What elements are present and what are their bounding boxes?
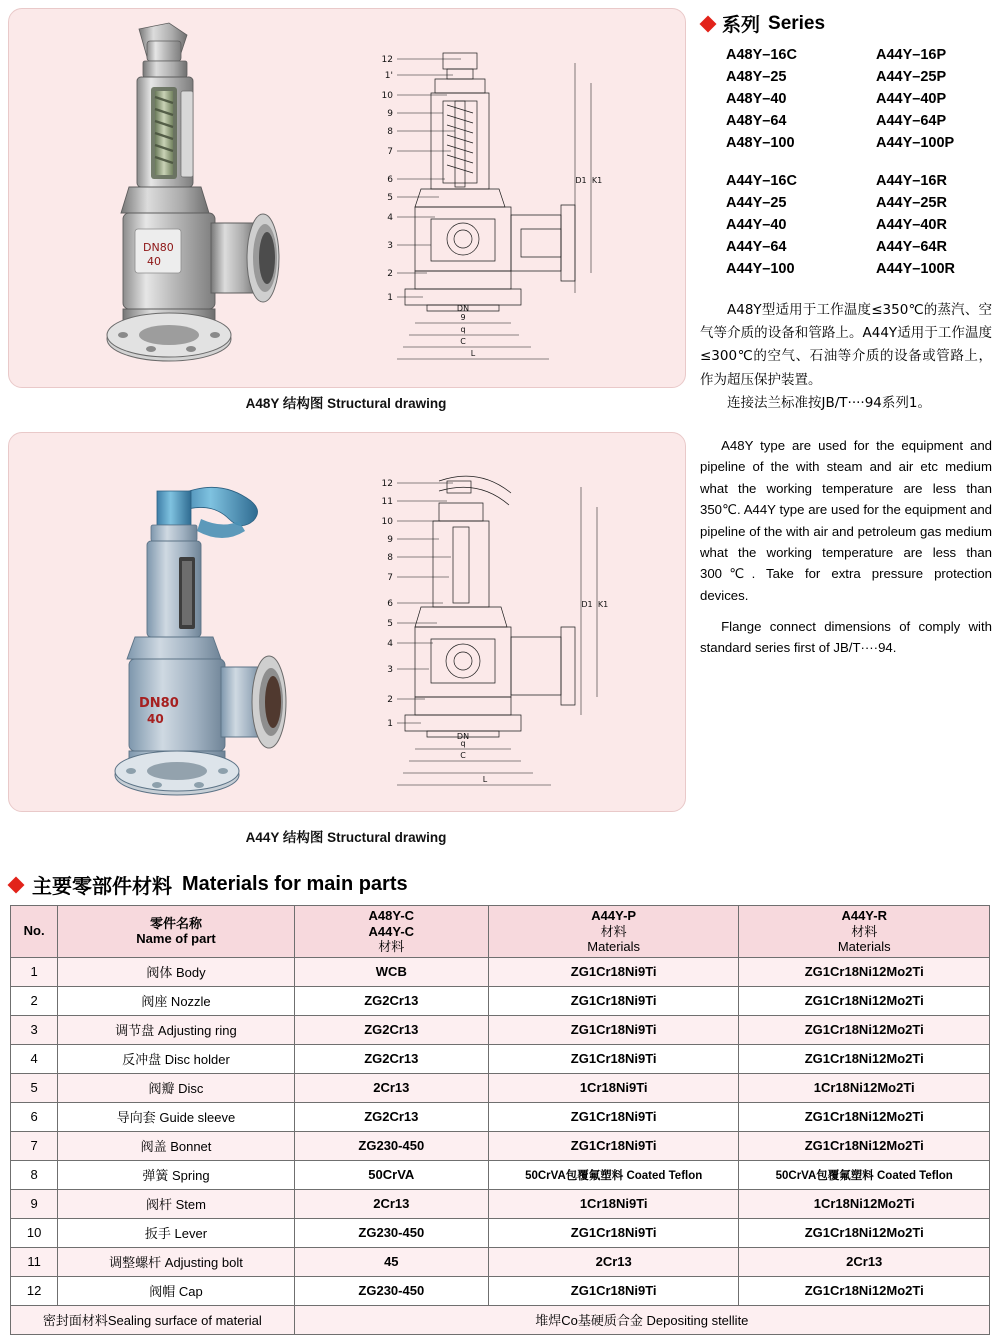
svg-text:40: 40 [147, 712, 164, 726]
series-list [700, 47, 992, 277]
svg-text:K1: K1 [591, 176, 603, 185]
series-item: A44Y–40 [726, 217, 787, 233]
series-item: A48Y–64 [726, 113, 787, 129]
row-no: 6 [11, 1102, 58, 1131]
row-no: 9 [11, 1189, 58, 1218]
header-part-name-cn: 零件名称 [149, 915, 202, 931]
row-material-c: ZG2Cr13 [294, 1015, 488, 1044]
row-part-name: 阀盖 Bonnet [58, 1131, 294, 1160]
series-title-cn: 系列 [722, 15, 761, 36]
row-material-r: ZG1Cr18Ni12Mo2Ti [739, 1218, 990, 1247]
header-col-a44y-p [488, 906, 739, 958]
row-material-r: 1Cr18Ni12Mo2Ti [739, 1189, 990, 1218]
row-material-c: 2Cr13 [294, 1189, 488, 1218]
figure-caption-a48y: A48Y 结构图 Structural drawing [245, 396, 447, 411]
svg-text:12: 12 [381, 55, 393, 65]
description-cn-1 [700, 299, 992, 392]
row-material-p: 50CrVA包覆氟塑料 Coated Teflon [488, 1160, 739, 1189]
series-item: A44Y–100 [726, 261, 795, 277]
series-title-en: Series [768, 12, 826, 34]
row-no: 8 [11, 1160, 58, 1189]
svg-text:6: 6 [387, 175, 393, 185]
row-material-r: 50CrVA包覆氟塑料 Coated Teflon [739, 1160, 990, 1189]
series-item: A44Y–25R [876, 195, 947, 211]
row-material-p: 1Cr18Ni9Ti [488, 1073, 739, 1102]
header-col3-mat-cn: 材料 [851, 923, 878, 939]
row-part-name: 扳手 Lever [58, 1218, 294, 1247]
series-item: A44Y–16P [876, 47, 947, 63]
svg-text:40: 40 [147, 255, 161, 268]
table-row [11, 1015, 990, 1044]
row-no: 5 [11, 1073, 58, 1102]
row-no: 12 [11, 1276, 58, 1305]
row-material-c: ZG2Cr13 [294, 1044, 488, 1073]
row-no: 1 [11, 957, 58, 986]
svg-text:5: 5 [387, 619, 393, 629]
row-part-name: 导向套 Guide sleeve [58, 1102, 294, 1131]
series-item: A44Y–64R [876, 239, 947, 255]
row-part-name: 弹簧 Spring [58, 1160, 294, 1189]
table-row [11, 1189, 990, 1218]
row-material-c: ZG2Cr13 [294, 986, 488, 1015]
row-material-r: ZG1Cr18Ni12Mo2Ti [739, 957, 990, 986]
svg-text:9: 9 [387, 109, 393, 119]
svg-text:4: 4 [387, 639, 393, 649]
row-part-name: 调节盘 Adjusting ring [58, 1015, 294, 1044]
header-col3-mat-en: Materials [837, 939, 891, 955]
series-item: A44Y–16R [876, 173, 947, 189]
series-item: A44Y–40P [876, 91, 947, 107]
materials-heading-en: Materials for main parts [182, 873, 408, 895]
row-material-r: 2Cr13 [739, 1247, 990, 1276]
header-col2-mat-cn: 材料 [600, 923, 627, 939]
description-en-2 [700, 616, 992, 659]
photo-a44y-valve [51, 461, 321, 801]
svg-text:K1: K1 [597, 600, 609, 609]
row-material-p: ZG1Cr18Ni9Ti [488, 1044, 739, 1073]
series-item: A44Y–25 [726, 195, 787, 211]
row-material-r: ZG1Cr18Ni12Mo2Ti [739, 1276, 990, 1305]
description-cn-1-text: A48Y型适用于工作温度≤350℃的蒸汽、空气等介质的设备和管路上。A44Y适用于工作温度≤300℃的空气、石油等介质的设备或管路上，作为超压保护装置。 [700, 302, 992, 388]
row-no: 11 [11, 1247, 58, 1276]
svg-text:8: 8 [387, 127, 393, 137]
description-en-1-text: A48Y type are used for the equipment and pipeline of the with steam and air etc medium what the working temperature are less than 350℃. A44Y type are used for the equipment and pipeline of the with air and petroleum gas medium what the working temperature are less than 300℃. Take for extra pressure protection devices. [700, 438, 992, 603]
svg-text:3: 3 [387, 241, 393, 251]
technical-drawing-a48y [335, 23, 671, 375]
photo-a48y-valve [51, 17, 321, 387]
row-material-r: 1Cr18Ni12Mo2Ti [739, 1073, 990, 1102]
series-heading [702, 10, 992, 37]
svg-text:9: 9 [460, 313, 466, 322]
row-material-c: 45 [294, 1247, 488, 1276]
svg-text:10: 10 [381, 91, 393, 101]
svg-text:6: 6 [387, 599, 393, 609]
header-col-a48y-c [294, 906, 488, 958]
materials-heading-cn: 主要零部件材料 [32, 876, 172, 898]
row-part-name: 阀帽 Cap [58, 1276, 294, 1305]
svg-text:3: 3 [387, 665, 393, 675]
svg-text:9: 9 [387, 535, 393, 545]
series-item: A44Y–16C [726, 173, 797, 189]
row-part-name: 阀瓣 Disc [58, 1073, 294, 1102]
description-en-1 [700, 435, 992, 606]
svg-text:DN: DN [456, 732, 470, 741]
svg-text:7: 7 [387, 147, 393, 157]
svg-text:D1: D1 [575, 176, 587, 185]
row-no: 10 [11, 1218, 58, 1247]
figure-panel-a48y [8, 8, 686, 388]
row-material-p: ZG1Cr18Ni9Ti [488, 1218, 739, 1247]
header-part-name-en: Name of part [136, 931, 216, 947]
technical-drawing-a44y [335, 447, 671, 799]
series-spacer [876, 157, 1000, 167]
series-item: A48Y–40 [726, 91, 787, 107]
row-no: 2 [11, 986, 58, 1015]
row-no: 3 [11, 1015, 58, 1044]
svg-text:L: L [482, 775, 488, 784]
svg-text:1: 1 [387, 719, 393, 729]
svg-text:C: C [460, 337, 466, 346]
series-item: A44Y–40R [876, 217, 947, 233]
row-material-c: ZG230-450 [294, 1218, 488, 1247]
row-material-c: WCB [294, 957, 488, 986]
row-material-p: ZG1Cr18Ni9Ti [488, 1276, 739, 1305]
table-row [11, 1160, 990, 1189]
header-no: No. [11, 906, 58, 958]
figure-panel-a44y [8, 432, 686, 812]
svg-text:2: 2 [387, 695, 393, 705]
row-part-name: 阀体 Body [58, 957, 294, 986]
header-col3: A44Y-R [841, 908, 887, 923]
svg-text:DN80: DN80 [143, 241, 174, 254]
header-col2: A44Y-P [591, 908, 637, 923]
diamond-bullet-icon [700, 15, 717, 32]
row-material-r: ZG1Cr18Ni12Mo2Ti [739, 1131, 990, 1160]
row-part-name: 反冲盘 Disc holder [58, 1044, 294, 1073]
row-material-c: ZG230-450 [294, 1276, 488, 1305]
table-row-sealing [11, 1305, 990, 1334]
row-part-name: 阀座 Nozzle [58, 986, 294, 1015]
series-item: A44Y–64P [876, 113, 947, 129]
row-material-c: ZG230-450 [294, 1131, 488, 1160]
row-part-name: 阀杆 Stem [58, 1189, 294, 1218]
table-row [11, 1218, 990, 1247]
description-cn-2 [700, 392, 992, 415]
header-col2-mat-en: Materials [587, 939, 641, 955]
row-material-c: 2Cr13 [294, 1073, 488, 1102]
svg-text:DN: DN [456, 304, 470, 313]
description-en-2-text: Flange connect dimensions of comply with standard series first of JB/T····94. [700, 619, 992, 656]
header-col1-bottom: A44Y-C [368, 923, 415, 939]
table-row [11, 1276, 990, 1305]
svg-text:10: 10 [381, 517, 393, 527]
series-item: A48Y–100 [726, 135, 795, 151]
sealing-label: 密封面材料Sealing surface of material [11, 1305, 295, 1334]
table-row [11, 986, 990, 1015]
series-item: A44Y–100P [876, 135, 955, 151]
svg-text:L: L [470, 349, 476, 358]
header-col1-top: A48Y-C [368, 908, 415, 923]
header-col1-mat-cn: 材料 [378, 939, 405, 955]
table-row [11, 1247, 990, 1276]
series-item: A48Y–25 [726, 69, 787, 85]
row-material-p: ZG1Cr18Ni9Ti [488, 1102, 739, 1131]
figure-caption-a44y: A44Y 结构图 Structural drawing [245, 830, 447, 845]
svg-text:C: C [460, 751, 466, 760]
table-row [11, 1131, 990, 1160]
svg-text:2: 2 [387, 269, 393, 279]
row-material-p: 2Cr13 [488, 1247, 739, 1276]
series-item: A44Y–100R [876, 261, 955, 277]
series-item: A44Y–25P [876, 69, 947, 85]
materials-table [10, 905, 990, 1335]
series-spacer [726, 157, 876, 167]
svg-text:7: 7 [387, 573, 393, 583]
header-part-name [58, 906, 294, 958]
row-material-r: ZG1Cr18Ni12Mo2Ti [739, 1102, 990, 1131]
svg-text:D1: D1 [581, 600, 593, 609]
table-header-row [11, 906, 990, 958]
row-material-p: ZG1Cr18Ni9Ti [488, 1015, 739, 1044]
row-material-p: ZG1Cr18Ni9Ti [488, 1131, 739, 1160]
svg-text:4: 4 [387, 213, 393, 223]
row-no: 7 [11, 1131, 58, 1160]
row-material-r: ZG1Cr18Ni12Mo2Ti [739, 1044, 990, 1073]
svg-text:DN80: DN80 [139, 696, 179, 711]
series-column [700, 10, 992, 659]
sealing-value: 堆焊Co基硬质合金 Depositing stellite [294, 1305, 989, 1334]
row-no: 4 [11, 1044, 58, 1073]
svg-text:1': 1' [384, 71, 393, 81]
table-row [11, 1073, 990, 1102]
svg-text:11: 11 [381, 497, 393, 507]
diamond-bullet-icon [8, 876, 25, 893]
svg-text:12: 12 [381, 479, 393, 489]
table-row [11, 1102, 990, 1131]
row-material-c: ZG2Cr13 [294, 1102, 488, 1131]
row-material-c: 50CrVA [294, 1160, 488, 1189]
row-material-r: ZG1Cr18Ni12Mo2Ti [739, 1015, 990, 1044]
svg-text:8: 8 [387, 553, 393, 563]
row-material-p: ZG1Cr18Ni9Ti [488, 986, 739, 1015]
materials-heading [10, 870, 408, 899]
header-col-a44y-r [739, 906, 990, 958]
row-material-r: ZG1Cr18Ni12Mo2Ti [739, 986, 990, 1015]
row-material-p: 1Cr18Ni9Ti [488, 1189, 739, 1218]
table-row [11, 1044, 990, 1073]
series-item: A44Y–64 [726, 239, 787, 255]
table-row [11, 957, 990, 986]
svg-text:1: 1 [387, 293, 393, 303]
row-part-name: 调整螺杆 Adjusting bolt [58, 1247, 294, 1276]
svg-text:q: q [460, 325, 466, 334]
description-cn-2-text: 连接法兰标准按JB/T····94系列1。 [727, 394, 931, 411]
svg-text:5: 5 [387, 193, 393, 203]
row-material-p: ZG1Cr18Ni9Ti [488, 957, 739, 986]
series-item: A48Y–16C [726, 47, 797, 63]
svg-text:q: q [460, 739, 466, 748]
